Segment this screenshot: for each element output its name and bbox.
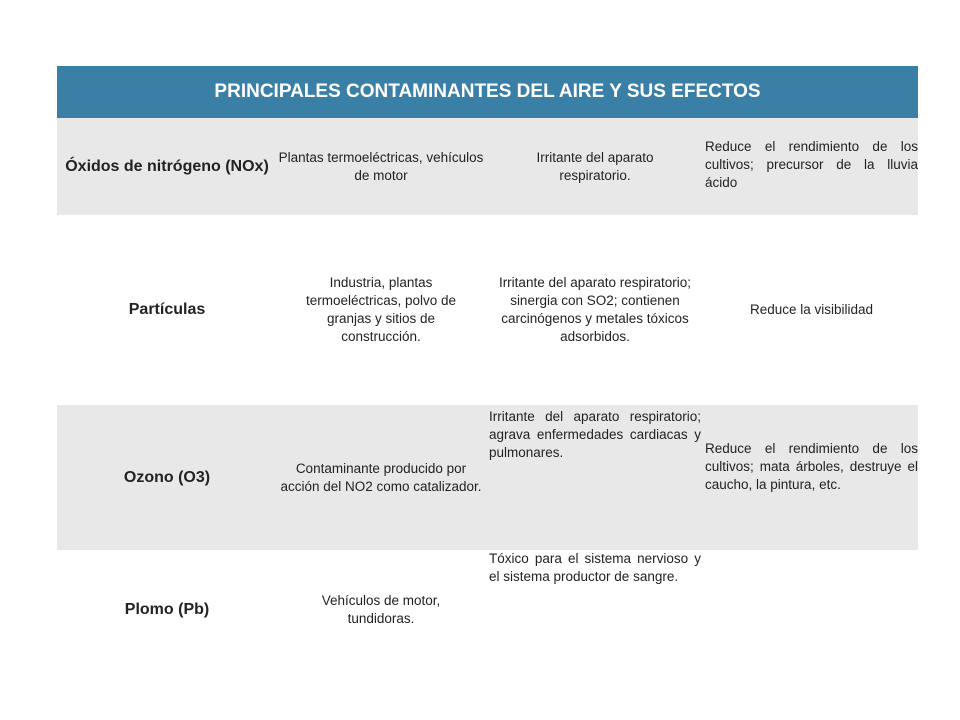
pollutant-cell (57, 118, 277, 215)
sources-text: Vehículos de motor, tundidoras. (321, 593, 441, 626)
environmental-effects-cell (705, 118, 918, 215)
environmental-effects-cell (705, 215, 918, 405)
health-effects-cell (485, 215, 705, 405)
health-effects-cell (485, 405, 705, 550)
environmental-effects-text: Reduce el rendimiento de los cultivos; precursor de la lluvia ácido (705, 139, 918, 190)
sources-text: Plantas termoeléctricas, vehículos de motor (278, 149, 484, 183)
pollutant-name: Ozono (O3) (123, 468, 211, 486)
table-title-text: PRINCIPALES CONTAMINANTES DEL AIRE Y SUS EFECTOS (214, 81, 761, 102)
sources-cell (277, 550, 485, 670)
environmental-effects-cell (705, 405, 918, 550)
health-effects-text: Irritante del aparato respiratorio. (536, 149, 654, 183)
pollutant-name: Partículas (128, 301, 206, 318)
sources-cell (277, 405, 485, 550)
sources-text: Contaminante producido por acción del NO2 como catalizador. (280, 460, 482, 494)
sources-text: Industria, plantas termoeléctricas, polvo de granjas y sitios de construcción. (305, 275, 457, 344)
health-effects-text: Tóxico para el sistema nervioso y el sistema productor de sangre. (489, 551, 701, 584)
table-row (57, 215, 918, 405)
pollutant-cell (57, 215, 277, 405)
pollutant-cell (57, 550, 277, 670)
environmental-effects-cell (705, 550, 918, 670)
pollutant-name: Óxidos de nitrógeno (NOx) (65, 157, 269, 175)
health-effects-cell (485, 118, 705, 215)
health-effects-text: Irritante del aparato respiratorio; agrava enfermedades cardiacas y pulmonares. (489, 409, 701, 460)
environmental-effects-text: Reduce la visibilidad (749, 302, 874, 317)
table-row (57, 405, 918, 550)
pollutant-cell (57, 405, 277, 550)
pollutant-name: Plomo (Pb) (124, 601, 210, 618)
health-effects-text: Irritante del aparato respiratorio; sinergia con SO2; contienen carcinógenos y metales tóxicos adsorbidos. (498, 275, 692, 344)
table-row (57, 118, 918, 215)
table-row (57, 550, 918, 670)
sources-cell (277, 118, 485, 215)
sources-cell (277, 215, 485, 405)
environmental-effects-text: Reduce el rendimiento de los cultivos; mata árboles, destruye el caucho, la pintura, etc. (705, 441, 918, 492)
table-title (57, 66, 918, 118)
health-effects-cell (485, 550, 705, 670)
